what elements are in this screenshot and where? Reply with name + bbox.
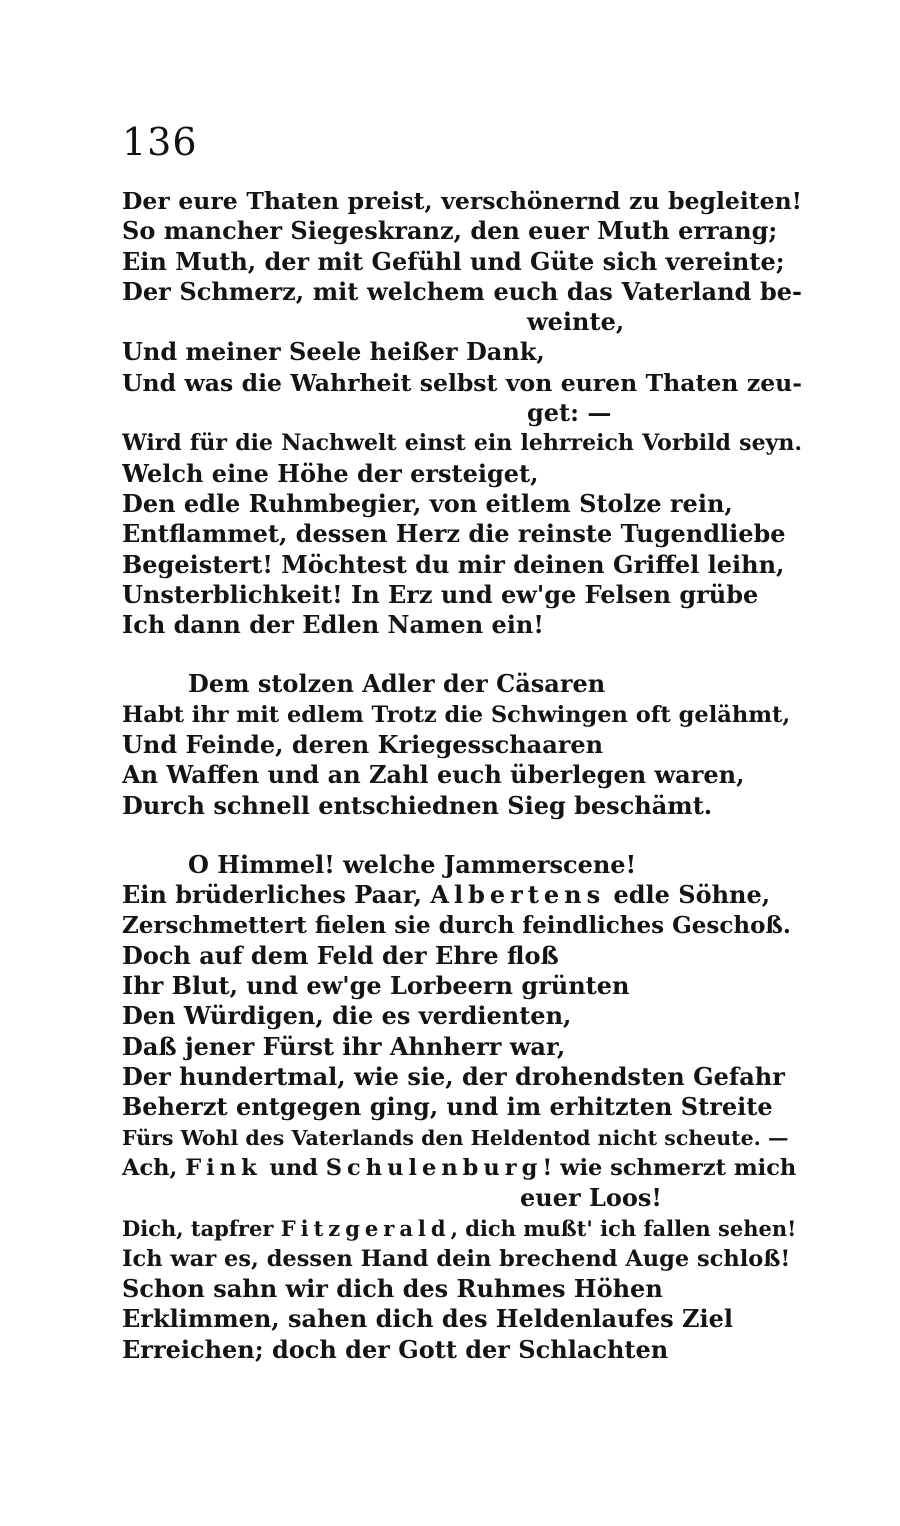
poem-line: Begeistert! Möchtest du mir deinen Griffel leihn, xyxy=(122,549,785,579)
poem-line: Ich war es, dessen Hand dein brechend Auge schloß! xyxy=(122,1245,791,1272)
poem-line: So mancher Siegeskranz, den euer Muth errang; xyxy=(122,216,778,246)
name-spaced: Schulenburg xyxy=(325,1154,543,1181)
poem-line: Wird für die Nachwelt einst ein lehrreich Vorbild seyn. xyxy=(122,430,802,457)
poem-line xyxy=(122,1214,802,1244)
poem-line: Daß jener Fürst ihr Ahnherr war, xyxy=(122,1031,566,1061)
poem-line: Doch auf dem Feld der Ehre floß xyxy=(122,940,559,970)
poem-line: Durch schnell entschiednen Sieg beschämt. xyxy=(122,790,713,820)
stanza-gap xyxy=(122,821,802,850)
poem-line: Der Schmerz, mit welchem euch das Vaterland be- xyxy=(122,276,802,306)
poem-line: Ich dann der Edlen Namen ein! xyxy=(122,610,544,640)
poem-line: Dem stolzen Adler der Cäsaren xyxy=(188,669,606,699)
poem-line: Der hundertmal, wie sie, der drohendsten Gefahr xyxy=(122,1062,785,1092)
poem-line xyxy=(122,880,802,910)
stanza-gap xyxy=(122,640,802,669)
text-run: Dich, tapfrer xyxy=(122,1215,281,1241)
poem-line-continuation: euer Loos! xyxy=(520,1183,662,1213)
poem-line: Entflammet, dessen Herz die reinste Tugendliebe xyxy=(122,519,786,549)
poem-line: Unsterblichkeit! In Erz und ew'ge Felsen grübe xyxy=(122,579,759,609)
poem-line: Welch eine Höhe der ersteiget, xyxy=(122,458,539,488)
poem-line: Erklimmen, sahen dich des Heldenlaufes Ziel xyxy=(122,1304,734,1334)
poem-text xyxy=(122,186,802,1365)
name-spaced: Fink xyxy=(185,1154,262,1181)
poem-line: Der eure Thaten preist, verschönernd zu begleiten! xyxy=(122,187,802,215)
text-run: ! wie schmerzt mich xyxy=(542,1154,797,1181)
poem-line: An Waffen und an Zahl euch überlegen waren, xyxy=(122,760,745,790)
text-run: Ein brüderliches Paar, xyxy=(122,880,431,910)
page-number: 136 xyxy=(122,120,198,164)
text-run: , dich mußt' ich fallen sehen! xyxy=(450,1215,797,1241)
name-spaced: Albertens xyxy=(430,880,606,910)
text-run: Ach, xyxy=(122,1154,186,1181)
poem-line: O Himmel! welche Jammerscene! xyxy=(188,849,637,879)
poem-line: Den Würdigen, die es verdienten, xyxy=(122,1001,572,1031)
poem-line-continuation: get: — xyxy=(527,398,612,428)
poem-line xyxy=(122,1153,802,1183)
text-run: edle Söhne, xyxy=(605,880,771,910)
poem-line: Schon sahn wir dich des Ruhmes Höhen xyxy=(122,1274,663,1304)
name-spaced: Fitzgerald xyxy=(280,1215,451,1241)
poem-line: Fürs Wohl des Vaterlands den Heldentod nicht scheute. — xyxy=(122,1125,789,1150)
poem-line: Den edle Ruhmbegier, von eitlem Stolze rein, xyxy=(122,488,733,518)
poem-line: Ein Muth, der mit Gefühl und Güte sich vereinte; xyxy=(122,246,785,276)
poem-line: Erreichen; doch der Gott der Schlachten xyxy=(122,1334,669,1364)
poem-line-continuation: weinte, xyxy=(527,307,625,337)
text-run: und xyxy=(261,1154,326,1181)
poem-line: Ihr Blut, und ew'ge Lorbeern grünten xyxy=(122,971,630,1001)
poem-line: Habt ihr mit edlem Trotz die Schwingen oft gelähmt, xyxy=(122,701,791,728)
poem-line: Und Feinde, deren Kriegesschaaren xyxy=(122,730,604,760)
poem-line: Und meiner Seele heißer Dank, xyxy=(122,337,545,367)
poem-line: Zerschmettert fielen sie durch feindliches Geschoß. xyxy=(122,911,791,939)
poem-line: Und was die Wahrheit selbst von euren Thaten zeu- xyxy=(122,368,802,397)
poem-line: Beherzt entgegen ging, und im erhitzten Streite xyxy=(122,1092,773,1122)
